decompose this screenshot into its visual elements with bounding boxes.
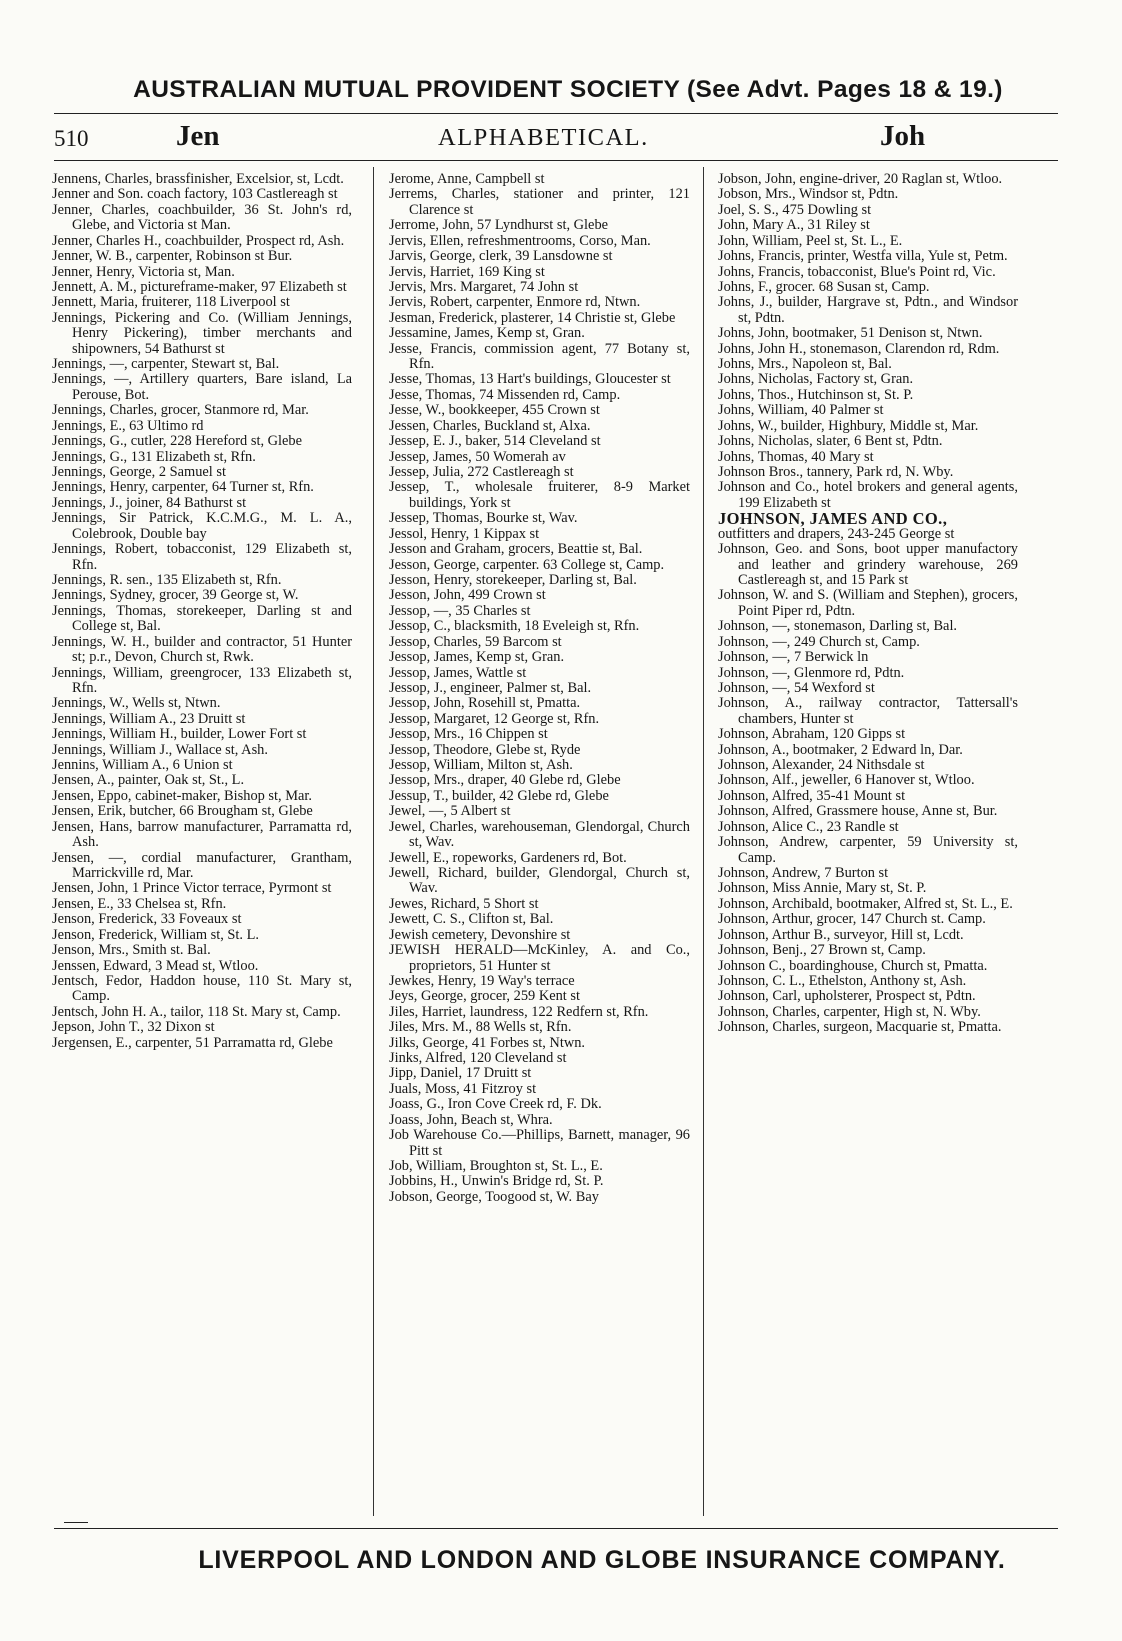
directory-entry: Johns, F., grocer. 68 Susan st, Camp. [718,278,930,295]
directory-entry: Jentsch, John H. A., tailor, 118 St. Mary st, Camp. [52,1003,341,1020]
directory-entry: Johns, Thos., Hutchinson st, St. P. [718,386,914,403]
bottom-advert-banner: LIVERPOOL AND LONDON AND GLOBE INSURANCE COMPANY. [198,1546,1006,1574]
directory-entry: Jennings, William A., 23 Druitt st [52,710,246,727]
directory-entry: Jennings, G., cutler, 228 Hereford st, Glebe [52,433,302,450]
directory-entry: Jesse, Thomas, 13 Hart's buildings, Gloucester st [389,371,671,388]
directory-entry: Jenson, Mrs., Smith st. Bal. [52,942,211,959]
directory-entry: Jerome, Anne, Campbell st [389,172,545,187]
directory-entry: Jewel, Charles, warehouseman, Glendorgal, Church st, Wav. [389,818,690,851]
directory-entry: Jerrems, Charles, stationer and printer, 121 Clarence st [389,186,690,218]
directory-entry: Jennings, George, 2 Samuel st [52,464,227,481]
directory-entry: Jewel, —, 5 Albert st [389,803,511,820]
directory-entry: Jenson, Frederick, 33 Foveaux st [52,911,242,928]
directory-entry: Jessep, Julia, 272 Castlereagh st [389,464,574,481]
directory-entry: Jennens, Charles, brassfinisher, Excelsior, st, Lcdt. [52,172,344,187]
directory-entry: Jewish cemetery, Devonshire st [389,926,571,943]
directory-entry: Johnson, Archibald, bootmaker, Alfred st, St. L., E. [718,895,1013,912]
directory-entry: Jensen, E., 33 Chelsea st, Rfn. [52,895,227,912]
directory-entry: Jervis, Harriet, 169 King st [389,263,545,280]
directory-entry: Jessep, James, 50 Womerah av [389,448,566,465]
directory-entry: Jessop, Mrs., 16 Chippen st [389,726,548,743]
directory-entry: Jenner, Charles, coachbuilder, 36 St. John's rd, Glebe, and Victoria st Man. [52,201,352,234]
directory-entry: Jensen, A., painter, Oak st, St., L. [52,772,245,789]
directory-entry: Jessop, John, Rosehill st, Pmatta. [389,695,581,712]
directory-entry: Jobbins, H., Unwin's Bridge rd, St. P. [389,1173,604,1190]
directory-entry: Jennings, J., joiner, 84 Bathurst st [52,494,247,511]
directory-entry: Johnson, C. L., Ethelston, Anthony st, Ash. [718,972,967,989]
directory-column-3 [718,172,1018,1557]
directory-entry: Jesson, Henry, storekeeper, Darling st, Bal. [389,571,637,588]
directory-entry: Johns, John, bootmaker, 51 Denison st, Ntwn. [718,325,983,342]
directory-entry: Jilks, George, 41 Forbes st, Ntwn. [389,1034,586,1051]
directory-entry: Johnson, Alfred, 35-41 Mount st [718,787,906,804]
directory-entry: Jessop, Mrs., draper, 40 Glebe rd, Glebe [389,772,621,789]
directory-entry: Jessamine, James, Kemp st, Gran. [389,325,585,342]
directory-entry: John, William, Peel st, St. L., E. [718,232,903,249]
column-divider [703,167,704,1516]
directory-entry: Jensen, —, cordial manufacturer, Grantham, Marrickville rd, Mar. [52,849,352,881]
directory-entry: Johnson, A., bootmaker, 2 Edward ln, Dar. [718,741,963,758]
directory-entry: Jewett, C. S., Clifton st, Bal. [389,911,554,928]
directory-entry: Jennings, Pickering and Co. (William Jennings, Henry Pickering), timber merchants and shipowners, 54 Bathurst st [52,309,352,357]
directory-entry: Jepson, John T., 32 Dixon st [52,1019,215,1036]
footer-rule [54,1528,1058,1529]
directory-entry: Jessop, Charles, 59 Barcom st [389,633,562,650]
directory-entry: Jennings, William H., builder, Lower Fort st [52,726,307,743]
directory-entry: Jenner and Son. coach factory, 103 Castlereagh st [52,186,338,203]
directory-entry: Jerrome, John, 57 Lyndhurst st, Glebe [389,217,609,234]
directory-entry: Jessop, William, Milton st, Ash. [389,757,573,774]
directory-entry: Jewell, E., ropeworks, Gardeners rd, Bot. [389,849,627,866]
directory-entry: Jenner, Henry, Victoria st, Man. [52,263,235,280]
directory-entry: Jensen, John, 1 Prince Victor terrace, Pyrmont st [52,880,332,897]
directory-entry: Jewkes, Henry, 19 Way's terrace [389,972,575,989]
directory-entry: Johnson, Charles, carpenter, High st, N. Wby. [718,1003,981,1020]
directory-entry: Johnson, Andrew, carpenter, 59 University st, Camp. [718,834,1018,866]
directory-entry: Jiles, Mrs. M., 88 Wells st, Rfn. [389,1019,572,1036]
directory-entry: Jarvis, George, clerk, 39 Lansdowne st [389,248,613,265]
directory-entry: JOHNSON, JAMES AND CO., [718,509,948,529]
header-rule [54,160,1058,161]
directory-entry: Johnson, Arthur, grocer, 147 Church st. Camp. [718,911,986,928]
directory-entry: Jennings, —, Artillery quarters, Bare island, La Perouse, Bot. [52,371,352,403]
directory-entry: Jobson, George, Toogood st, W. Bay [389,1188,599,1205]
directory-entry: Jergensen, E., carpenter, 51 Parramatta rd, Glebe [52,1034,333,1051]
directory-entry: Jesse, Thomas, 74 Missenden rd, Camp. [389,386,621,403]
directory-entry: Jessop, J., engineer, Palmer st, Bal. [389,679,592,696]
directory-entry: JEWISH HERALD—McKinley, A. and Co., proprietors, 51 Hunter st [389,942,690,974]
directory-entry: Joass, John, Beach st, Whra. [389,1111,553,1128]
directory-entry: Johnson, Alfred, Grassmere house, Anne st, Bur. [718,803,998,820]
directory-entry: Jensen, Erik, butcher, 66 Brougham st, Glebe [52,803,313,820]
directory-entry: Jennett, Maria, fruiterer, 118 Liverpool st [52,294,290,311]
directory-entry: Jentsch, Fedor, Haddon house, 110 St. Mary st, Camp. [52,972,352,1005]
directory-entry: Johnson, —, 7 Berwick ln [718,649,869,666]
directory-entry: Johnson, A., railway contractor, Tattersall's chambers, Hunter st [718,695,1018,727]
directory-entry: Johnson Bros., tannery, Park rd, N. Wby. [718,464,954,481]
directory-entry: Jessop, —, 35 Charles st [389,602,531,619]
directory-entry: Jennett, A. M., pictureframe-maker, 97 Elizabeth st [52,278,347,295]
directory-entry: Jennings, E., 63 Ultimo rd [52,417,204,434]
directory-entry: Jesson and Graham, grocers, Beattie st, Bal. [389,541,643,558]
directory-entry: Jessop, Theodore, Glebe st, Ryde [389,741,581,758]
directory-entry: Jinks, Alfred, 120 Cleveland st [389,1050,567,1067]
directory-entry: Johnson, Carl, upholsterer, Prospect st, Pdtn. [718,988,976,1005]
directory-entry: Jenson, Frederick, William st, St. L. [52,926,259,943]
directory-entry: Jiles, Harriet, laundress, 122 Redfern st, Rfn. [389,1003,649,1020]
top-advert-banner: AUSTRALIAN MUTUAL PROVIDENT SOCIETY (See Advt. Pages 18 & 19.) [133,76,1003,103]
directory-entry: Johns, Francis, tobacconist, Blue's Point rd, Vic. [718,263,996,280]
directory-entry: Johnson C., boardinghouse, Church st, Pmatta. [718,957,988,974]
directory-entry: Johnson, Alf., jeweller, 6 Hanover st, Wtloo. [718,772,975,789]
directory-entry: Johns, Francis, printer, Westfa villa, Yule st, Petm. [718,248,1008,265]
column-divider [373,167,374,1516]
directory-entry: Jesse, W., bookkeeper, 455 Crown st [389,402,600,419]
directory-entry: Jewell, Richard, builder, Glendorgal, Church st, Wav. [389,864,690,897]
directory-entry: Jipp, Daniel, 17 Druitt st [389,1065,532,1082]
directory-entry: Johns, William, 40 Palmer st [718,402,884,419]
directory-entry: Jennings, W., Wells st, Ntwn. [52,695,221,712]
right-guide-word: Joh [880,120,926,152]
directory-entry: Jensen, Hans, barrow manufacturer, Parramatta rd, Ash. [52,818,352,851]
directory-entry: Jessep, T., wholesale fruiterer, 8-9 Market buildings, York st [389,479,690,511]
directory-page [52,0,1070,1641]
directory-entry: Jennings, William J., Wallace st, Ash. [52,741,268,758]
directory-entry: John, Mary A., 31 Riley st [718,217,870,234]
directory-entry: Jensen, Eppo, cabinet-maker, Bishop st, Mar. [52,787,313,804]
directory-entry: Johnson, Charles, surgeon, Macquarie st, Pmatta. [718,1019,1002,1036]
directory-entry: Jeys, George, grocer, 259 Kent st [389,988,580,1005]
page-number: 510 [54,126,89,151]
directory-entry: Jennings, Robert, tobacconist, 129 Elizabeth st, Rfn. [52,541,352,573]
directory-entry: Job Warehouse Co.—Phillips, Barnett, manager, 96 Pitt st [389,1127,690,1159]
directory-entry: Jessep, E. J., baker, 514 Cleveland st [389,433,601,450]
directory-entry: Jesson, George, carpenter. 63 College st, Camp. [389,556,665,573]
directory-entry: Jennings, G., 131 Elizabeth st, Rfn. [52,448,256,465]
directory-entry: Jessop, James, Kemp st, Gran. [389,649,565,666]
directory-entry: outfitters and drapers, 243-245 George st [718,525,955,542]
directory-entry: Johnson, Alexander, 24 Nithsdale st [718,757,925,774]
directory-entry: Jenssen, Edward, 3 Mead st, Wtloo. [52,957,259,974]
directory-column-2 [389,172,690,1557]
directory-entry: Johnson, Andrew, 7 Burton st [718,864,889,881]
directory-column-1 [52,172,352,1557]
left-guide-word: Jen [176,120,220,152]
directory-entry: Johnson, —, 249 Church st, Camp. [718,633,920,650]
directory-entry: Jenner, Charles H., coachbuilder, Prospect rd, Ash. [52,232,345,249]
directory-entry: Johns, Nicholas, Factory st, Gran. [718,371,914,388]
directory-entry: Jervis, Ellen, refreshmentrooms, Corso, Man. [389,232,651,249]
directory-entry: Juals, Moss, 41 Fitzroy st [389,1080,537,1097]
directory-entry: Johnson, Alice C., 23 Randle st [718,818,899,835]
directory-entry: Jobson, Mrs., Windsor st, Pdtn. [718,186,899,203]
directory-entry: Jenner, W. B., carpenter, Robinson st Bur. [52,248,293,265]
directory-entry: Jennins, William A., 6 Union st [52,757,233,774]
directory-entry: Jennings, Charles, grocer, Stanmore rd, Mar. [52,402,309,419]
directory-entry: Jervis, Mrs. Margaret, 74 John st [389,278,579,295]
directory-entry: Jessup, T., builder, 42 Glebe rd, Glebe [389,787,609,804]
directory-entry: Jessop, James, Wattle st [389,664,527,681]
directory-entry: Johnson, Abraham, 120 Gipps st [718,726,906,743]
directory-entry: Jessop, Margaret, 12 George st, Rfn. [389,710,600,727]
directory-entry: Jesse, Francis, commission agent, 77 Botany st, Rfn. [389,340,690,373]
directory-entry: Jesson, John, 499 Crown st [389,587,546,604]
directory-entry: Jesman, Frederick, plasterer, 14 Christie st, Glebe [389,309,676,326]
directory-entry: Johnson, Geo. and Sons, boot upper manufactory and leather and grindery warehouse, 269 Castlereagh st, and 15 Park st [718,541,1018,588]
directory-entry: Johnson, W. and S. (William and Stephen), grocers, Point Piper rd, Pdtn. [718,587,1018,619]
directory-entry: Joass, G., Iron Cove Creek rd, F. Dk. [389,1096,602,1113]
directory-entry: Jennings, William, greengrocer, 133 Elizabeth st, Rfn. [52,664,352,696]
directory-entry: Jennings, —, carpenter, Stewart st, Bal. [52,356,280,373]
directory-entry: Jervis, Robert, carpenter, Enmore rd, Ntwn. [389,294,641,311]
footer-mark [64,1522,88,1523]
directory-entry: Johns, W., builder, Highbury, Middle st, Mar. [718,417,979,434]
directory-entry: Jobson, John, engine-driver, 20 Raglan st, Wtloo. [718,172,1003,187]
directory-entry: Johns, Mrs., Napoleon st, Bal. [718,356,892,373]
directory-entry: Job, William, Broughton st, St. L., E. [389,1158,603,1174]
directory-entry: Johnson, —, Glenmore rd, Pdtn. [718,664,905,681]
directory-entry: Johns, Thomas, 40 Mary st [718,448,874,465]
directory-entry: Jennings, W. H., builder and contractor, 51 Hunter st; p.r., Devon, Church st, Rwk. [52,633,352,666]
section-title: ALPHABETICAL. [438,124,649,151]
directory-entry: Johnson, —, 54 Wexford st [718,679,875,696]
directory-entry: Jessol, Henry, 1 Kippax st [389,525,540,542]
directory-entry: Johnson, Benj., 27 Brown st, Camp. [718,942,926,959]
directory-entry: Jennings, Sir Patrick, K.C.M.G., M. L. A., Colebrook, Double bay [52,510,352,542]
directory-entry: Jessen, Charles, Buckland st, Alxa. [389,417,591,434]
directory-entry: Jennings, R. sen., 135 Elizabeth st, Rfn. [52,571,282,588]
directory-entry: Johns, John H., stonemason, Clarendon rd, Rdm. [718,340,1000,357]
directory-entry: Jennings, Henry, carpenter, 64 Turner st, Rfn. [52,479,314,496]
directory-entry: Johnson, Miss Annie, Mary st, St. P. [718,880,927,897]
directory-entry: Jessep, Thomas, Bourke st, Wav. [389,510,578,527]
directory-entry: Johnson, Arthur B., surveyor, Hill st, Lcdt. [718,926,964,943]
directory-entry: Johns, Nicholas, slater, 6 Bent st, Pdtn. [718,433,943,450]
directory-entry: Jessop, C., blacksmith, 18 Eveleigh st, Rfn. [389,618,640,635]
directory-entry: Jewes, Richard, 5 Short st [389,895,539,912]
directory-entry: Jennings, Sydney, grocer, 39 George st, W. [52,587,299,604]
directory-entry: Jennings, Thomas, storekeeper, Darling st and College st, Bal. [52,602,352,635]
top-rule [54,113,1058,114]
directory-entry: Joel, S. S., 475 Dowling st [718,201,872,218]
directory-entry: Johnson, —, stonemason, Darling st, Bal. [718,618,958,635]
directory-entry: Johnson and Co., hotel brokers and general agents, 199 Elizabeth st [718,479,1018,511]
directory-entry: Johns, J., builder, Hargrave st, Pdtn., and Windsor st, Pdtn. [718,294,1018,326]
